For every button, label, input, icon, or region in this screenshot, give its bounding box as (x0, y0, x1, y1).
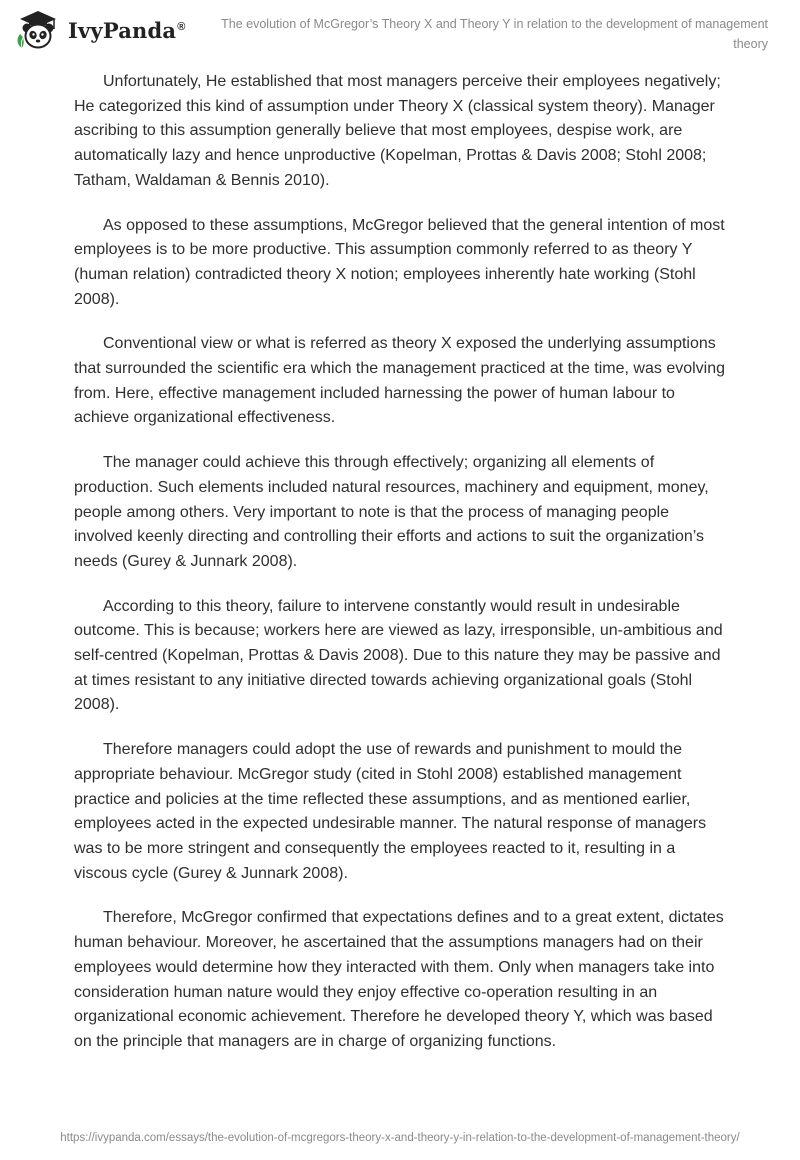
ivypanda-logo[interactable] (14, 8, 204, 52)
paragraph: According to this theory, failure to intervene constantly would result in undesirable outcome. This is because; workers here are viewed as lazy, irresponsible, un-ambitious and self-centred (Kopelman, Prottas & Davis 2008). Due to this nature they may be passive and at times resistant to any initiative directed towards achieving organizational goals (Stohl 2008). (74, 597, 723, 714)
paragraph: Conventional view or what is referred as theory X exposed the underlying assumptions that surrounded the scientific era which the management practiced at the time, was evolving from. Here, effective management included harnessing the power of human labour to achieve organizational effectiveness. (74, 335, 726, 427)
essay-body (74, 70, 726, 1075)
page-header (0, 0, 800, 60)
paragraph: Therefore managers could adopt the use of rewards and punishment to mould the appropriate behaviour. McGregor study (cited in Stohl 2008) established management practice and policies at the time reflected these assumptions, and as mentioned earlier, employees acted in the expected undesirable manner. The natural response of managers was to be more stringent and consequently the employees reacted to it, resulting in a viscous cycle (Gurey & Junnark 2008). (74, 741, 707, 882)
panda-graduate-icon (14, 8, 62, 52)
registered-mark: ® (177, 20, 186, 33)
paragraph: As opposed to these assumptions, McGregor believed that the general intention of most employees is to be more productive. This assumption commonly referred to as theory Y (human relation) contradicted theory X notion; employees inherently hate working (Stohl 2008). (74, 216, 725, 308)
source-url-link[interactable]: https://ivypanda.com/essays/the-evolution-of-mcgregors-theory-x-and-theory-y-in-relation-to-the-development-of-management-theory/ (60, 1132, 740, 1144)
paragraph: Unfortunately, He established that most managers perceive their employees negatively; He categorized this kind of assumption under Theory X (classical system theory). Manager ascribing to this assumption generally believe that most employees, despise work, are automatically lazy and hence unproductive (Kopelman, Prottas & Davis 2008; Stohl 2008; Tatham, Waldaman & Bennis 2010). (74, 73, 721, 189)
paragraph: The manager could achieve this through effectively; organizing all elements of production. Such elements included natural resources, machinery and equipment, money, people among others. Very important to note is that the process of managing people involved keenly directing and controlling their efforts and actions to suit the organization’s needs (Gurey & Junnark 2008). (74, 454, 709, 570)
paragraph: Therefore, McGregor confirmed that expectations defines and to a great extent, dictates human behaviour. Moreover, he ascertained that the assumptions managers had on their employees would determine how they interacted with them. Only when managers take into consideration human nature would they enjoy effective co-operation resulting in an organizational economic achievement. Therefore he developed theory Y, which was based on the principle that managers are in charge of organizing functions. (74, 909, 724, 1050)
brand-name: IvyPanda® (68, 17, 186, 43)
document-title: The evolution of McGregor’s Theory X and Theory Y in relation to the development of management theory (221, 17, 768, 51)
